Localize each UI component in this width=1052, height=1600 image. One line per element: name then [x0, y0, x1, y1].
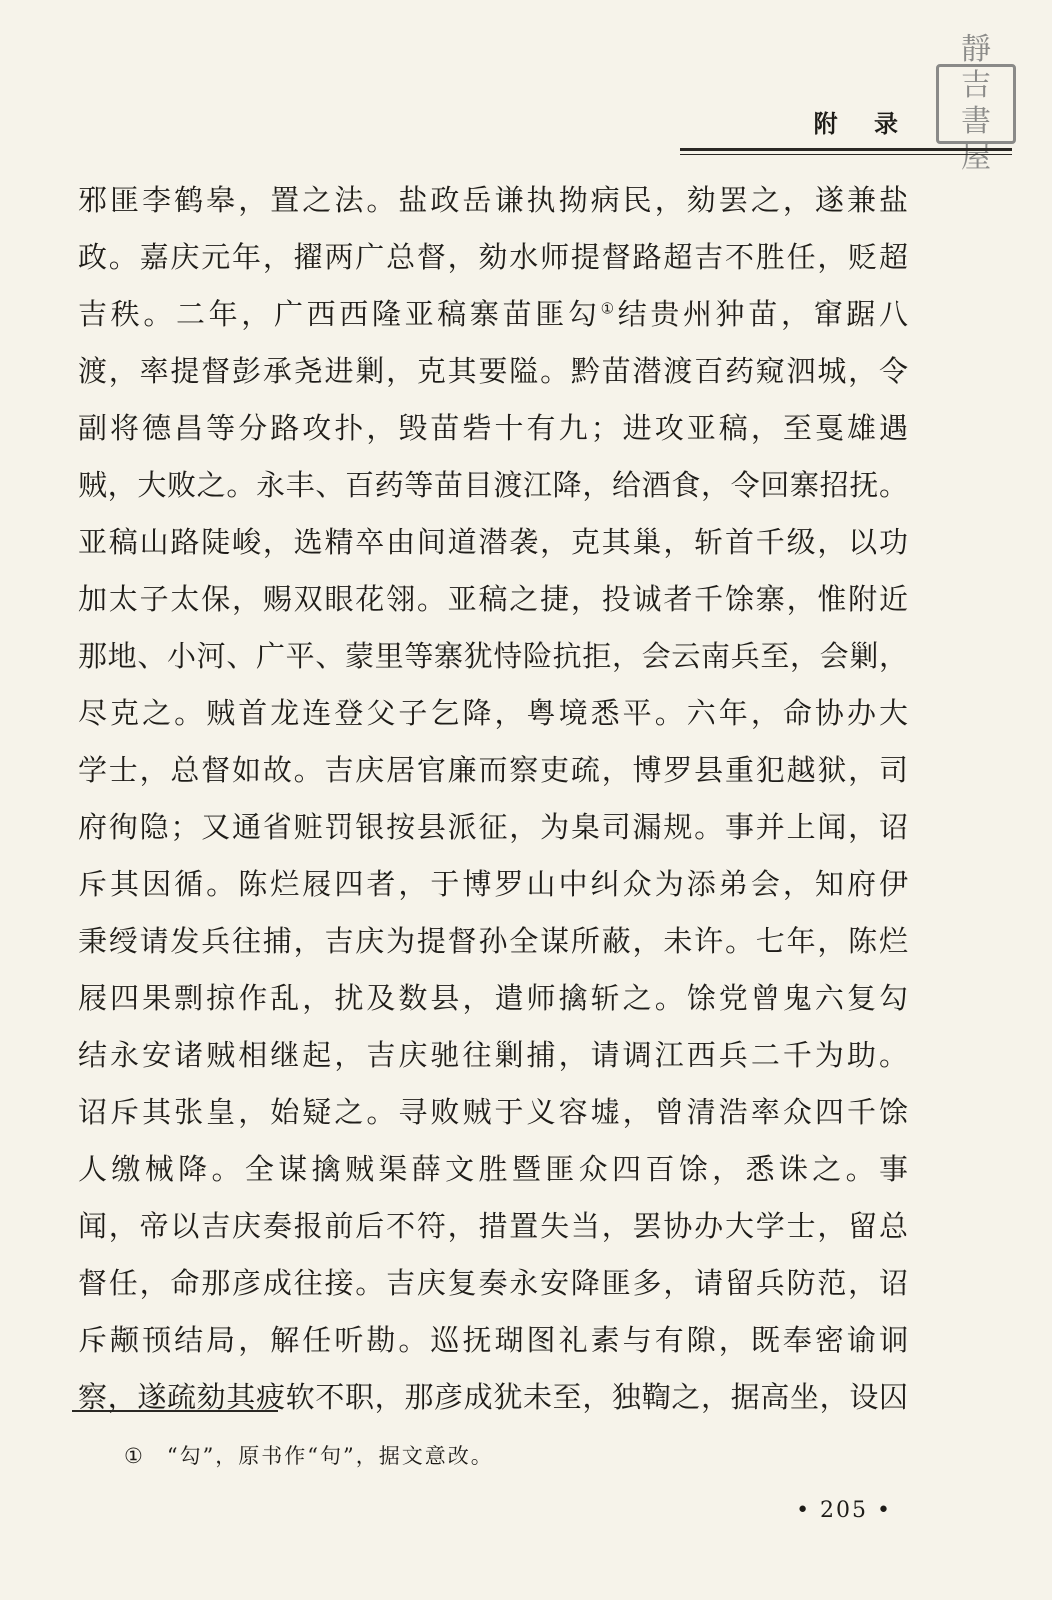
text-line-end: 结贵州狆苗，窜踞八	[617, 297, 908, 331]
text-line: 贼，大败之。永丰、百药等苗目渡江降，给酒食，令回寨招抚。	[78, 468, 908, 502]
header-rule	[680, 148, 1012, 151]
text-line: 屐四果剽掠作乱，扰及数县，遣师擒斩之。馀党曾鬼六复勾	[78, 981, 908, 1015]
text-line	[78, 286, 908, 343]
footnote-text: “勾”，原书作“句”，据文意改。	[166, 1444, 494, 1468]
library-seal-stamp	[936, 32, 1016, 175]
text-line: 人缴械降。全谋擒贼渠薛文胜暨匪众四百馀，悉诛之。事	[78, 1152, 908, 1186]
footnote-reference[interactable]: ①	[600, 299, 618, 318]
text-line: 尽克之。贼首龙连登父子乞降，粤境悉平。六年，命协办大	[78, 696, 908, 730]
header-rule-thin	[680, 154, 1012, 155]
text-line: 斥颟顸结局，解任听勘。巡抚瑚图礼素与有隙，既奉密谕诇	[78, 1323, 908, 1357]
footnote-mark: ①	[124, 1444, 145, 1468]
text-line: 诏斥其张皇，始疑之。寻败贼于义容墟，曾清浩率众四千馀	[78, 1095, 908, 1129]
footnote-separator	[72, 1410, 278, 1412]
text-line-start: 吉秩。二年，广西西隆亚稿寨苗匪勾	[78, 297, 601, 331]
text-line: 察，遂疏劾其疲软不职，那彦成犹未至，独鞫之，据高坐，设囚	[78, 1380, 908, 1414]
text-line: 邪匪李鹤皋，置之法。盐政岳谦执拗病民，劾罢之，遂兼盐	[78, 183, 908, 217]
text-line: 督任，命那彦成往接。吉庆复奏永安降匪多，请留兵防范，诏	[78, 1266, 908, 1300]
text-line: 斥其因循。陈烂屐四者，于博罗山中纠众为添弟会，知府伊	[78, 867, 908, 901]
seal-glyph: 靜	[961, 32, 991, 67]
page-number: • 205 •	[796, 1498, 892, 1523]
text-line: 府徇隐；又通省赃罚银按县派征，为臬司漏规。事并上闻，诏	[78, 810, 908, 844]
text-line: 闻，帝以吉庆奏报前后不符，措置失当，罢协办大学士，留总	[78, 1209, 908, 1243]
text-line: 学士，总督如故。吉庆居官廉而察吏疏，博罗县重犯越狱，司	[78, 753, 908, 787]
running-header-title: 附 录	[813, 109, 912, 138]
text-line: 亚稿山路陡峻，选精卒由间道潜袭，克其巢，斩首千级，以功	[78, 525, 908, 559]
seal-glyph: 屋	[961, 140, 991, 175]
text-line: 秉绶请发兵往捕，吉庆为提督孙全谋所蔽，未许。七年，陈烂	[78, 924, 908, 958]
main-text	[78, 172, 908, 1426]
text-line: 那地、小河、广平、蒙里等寨犹恃险抗拒，会云南兵至，会剿，	[78, 639, 908, 673]
seal-glyph: 書	[961, 104, 991, 139]
seal-glyph: 吉	[961, 68, 991, 103]
text-line: 渡，率提督彭承尧进剿，克其要隘。黔苗潜渡百药窥泗城，令	[78, 354, 908, 388]
text-line: 加太子太保，赐双眼花翎。亚稿之捷，投诚者千馀寨，惟附近	[78, 582, 908, 616]
text-line: 结永安诸贼相继起，吉庆驰往剿捕，请调江西兵二千为助。	[78, 1038, 908, 1072]
footnote	[124, 1440, 494, 1470]
text-line: 政。嘉庆元年，擢两广总督，劾水师提督路超吉不胜任，贬超	[78, 240, 908, 274]
text-line: 副将德昌等分路攻扑，毁苗砦十有九；进攻亚稿，至戛雄遇	[78, 411, 908, 445]
